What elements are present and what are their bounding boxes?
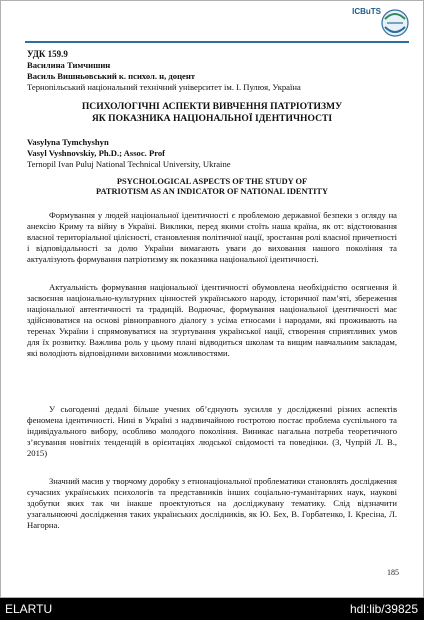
affiliation-ua: Тернопільський національний технічний університет ім. І. Пулюя, Україна [27,82,301,92]
paragraph-3: У сьогоденні дедалі більше учених об’єднують зусилля у дослідженні різних аспектів феномена ідентичності. Нині в Україні з надзвичайною гостротою постає проблема суспільного та індивідуального вибору, особливо молодого покоління. Виникає нагальна потреба теоретичного з’ясування новітніх тенденцій в орієнтаціях людської свідомості та поведінки. (3, Чупрій Л. В., 2015) [27,404,397,458]
footer-bar [0,598,424,620]
header-rule [25,41,409,43]
author-ua-2: Василь Вишньовський к. психол. н, доцент [27,71,196,81]
udk-code: УДК 159.9 [27,49,68,59]
paragraph-1: Формування у людей національної ідентичності є проблемою державної безпеки з огляду на анексію Криму та війну в Україні. Виклики, перед якими стоїть наша країна, як от: відстоювання власної територіальної цілісності, становлення політичної нації, зростання ролі власної причетності і відповідальності за долю України вимагають уваги до виховання нашого покоління та актуалізують формування патріотизму як показника національної ідентичності. [27,210,397,264]
handle-link[interactable]: hdl:lib/39825 [349,602,418,616]
author-ua-1: Василина Тимчишин [27,60,111,70]
logo-text: ICBuTS [352,7,381,16]
author-en-1: Vasylyna Tymchyshyn [27,137,109,147]
paragraph-2: Актуальність формування національної ідентичності обумовлена необхідністю осягнення й засвоєння національно-культурних цінностей українського народу, історичної пам’яті, збереження національної автентичності та традицій. Водночас, формування національної ідентичності має здійснюватися на основі рівноправного діалогу з усіма етносами і народами, які проживають на теренах України і спрямовуватися на згуртування української нації, створення сприятливих умов для їх розвитку. Важлива роль у цьому плані відводиться школам та вищим навчальним закладам, які володіють відповідними виховними можливостями. [27,282,397,358]
repository-name: ELARTU [5,602,53,616]
page-number: 185 [387,568,399,577]
title-en: PSYCHOLOGICAL ASPECTS OF THE STUDY OF PATRIOTISM AS AN INDICATOR OF NATIONAL IDENTITY [95,177,329,196]
paragraph-4: Значний масив у творчому доробку з етнонаціональної проблематики становлять дослідження сучасних українських психологів та представників інших соціально-гуманітарних наук, наукові здобутки яких так чи інакше проектуються на досліджувану тематику. Слід відзначити узагальнюючі дослідження таких українських дослідників, як Ю. Бех, В. Горбатенко, І. Кресіна, Л. Нагорна. [27,476,397,530]
affiliation-en: Ternopil Ivan Puluj National Technical University, Ukraine [27,159,231,169]
title-ua: ПСИХОЛОГІЧНІ АСПЕКТИ ВИВЧЕННЯ ПАТРІОТИЗМУ ЯК ПОКАЗНИКА НАЦІОНАЛЬНОЇ ІДЕНТИЧНОСТІ [81,101,343,124]
author-en-2: Vasyl Vyshnovskiy, Ph.D.; Assoc. Prof [27,148,166,158]
